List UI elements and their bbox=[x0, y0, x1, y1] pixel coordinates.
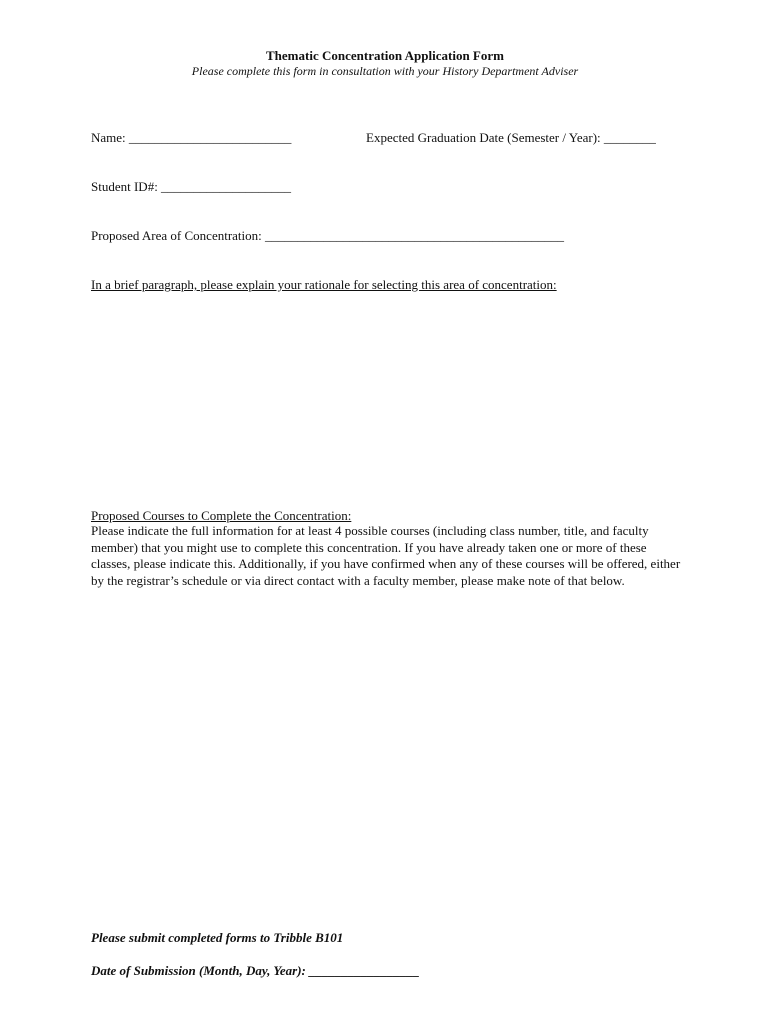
courses-instructions: Please indicate the full information for at least 4 possible courses (including class number, title, and faculty member) that you might use to complete this concentration. If you have already taken one or more of these classes, please indicate this. Additionally, if you have confirmed when any of these courses will be offered, either by the registrar’s schedule or via direct contact with a faculty member, please make note of that below. bbox=[91, 523, 681, 588]
rationale-answer-area[interactable] bbox=[91, 296, 687, 496]
courses-answer-area[interactable] bbox=[91, 610, 687, 920]
name-field[interactable]: Name: _________________________ bbox=[91, 130, 292, 145]
form-subtitle: Please complete this form in consultation with your History Department Adviser bbox=[191, 64, 579, 78]
submission-date-field[interactable]: Date of Submission (Month, Day, Year): _________________ bbox=[91, 963, 420, 978]
submission-note: Please submit completed forms to Tribble B101 bbox=[91, 930, 344, 945]
courses-heading: Proposed Courses to Complete the Concentration: bbox=[91, 508, 352, 523]
form-title: Thematic Concentration Application Form bbox=[266, 48, 504, 63]
graduation-date-field[interactable]: Expected Graduation Date (Semester / Year): ________ bbox=[366, 130, 656, 145]
student-id-field[interactable]: Student ID#: ____________________ bbox=[91, 179, 292, 194]
concentration-area-field[interactable]: Proposed Area of Concentration: ______________________________________________ bbox=[91, 228, 565, 243]
rationale-prompt: In a brief paragraph, please explain your rationale for selecting this area of concentration: bbox=[91, 277, 557, 292]
